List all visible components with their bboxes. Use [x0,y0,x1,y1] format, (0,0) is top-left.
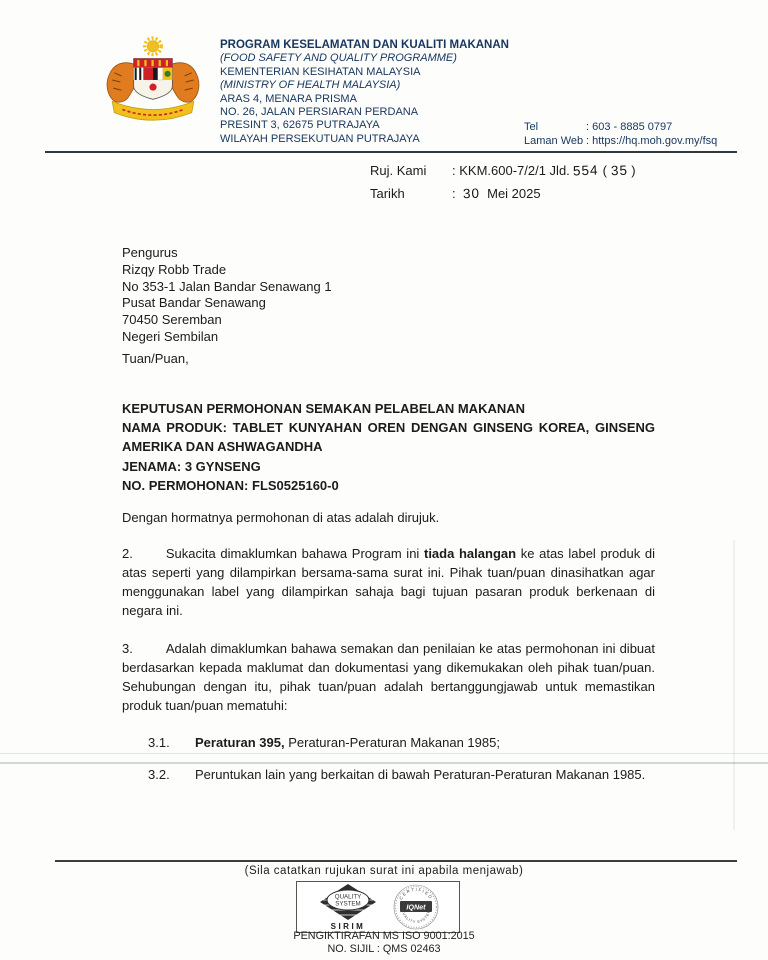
crest-banner [112,101,194,120]
ministry-name: KEMENTERIAN KESIHATAN MALAYSIA [220,65,421,78]
recipient-line: Rizqy Robb Trade [122,261,227,277]
certificate-number: NO. SIJIL : QMS 02463 [327,943,441,955]
reference-volume-handwritten: 554 [573,162,600,179]
footer-note: (Sila catatkan rujukan surat ini apabila menjawab) [244,865,524,877]
address-line: WILAYAH PERSEKUTUAN PUTRAJAYA [220,132,420,145]
ministry-name-english: (MINISTRY OF HEALTH MALAYSIA) [220,79,401,92]
sirim-quality-logo-icon [317,883,379,931]
subject-application-no: NO. PERMOHONAN: FLS0525160-0 [122,477,339,493]
address-line: ARAS 4, MENARA PRISMA [220,92,357,105]
list-item-3-2 [148,765,650,784]
recipient-line: 70450 Seremban [122,312,222,328]
item-3-2-number: 3.2. [148,767,170,782]
paragraph-3-text: Adalah dimaklumkan bahawa semakan dan penilaian ke atas permohonan ini dibuat berdasarkan kepada maklumat dan dokumentasi yang dikemukakan oleh pihak tuan/puan. Sehubungan dengan itu, pihak tuan/puan adalah bertanggungjawab untuk memastikan produk tuan/puan mematuhi: [122,641,655,713]
paragraph-intro: Dengan hormatnya permohonan di atas adalah dirujuk. [122,510,440,525]
paragraph-2-text: Sukacita dimaklumkan bahawa Program ini [165,546,424,561]
scan-artifact-line [0,762,768,764]
paragraph-2 [122,544,655,620]
sirim-quality-text: QUALITY [334,893,362,901]
recipient-line: Pusat Bandar Senawang [122,295,266,311]
paragraph-2-emphasis: tiada halangan [423,546,517,561]
subject-product-name: NAMA PRODUK: TABLET KUNYAHAN OREN DENGAN GINSENG KOREA, GINSENG AMERIKA DAN ASHWAGANDHA [122,420,655,455]
accreditation-text: PENGIKTIRAFAN MS ISO 9001:2015 [293,930,475,942]
reference-block [370,163,636,209]
header-divider [45,151,737,153]
iqnet-name-text: IQNet [406,902,426,912]
letterhead [220,39,509,146]
contact-block [524,121,717,148]
date-day-handwritten: 30 [462,185,481,202]
paragraph-3 [122,639,655,715]
malaysia-coat-of-arms-icon [100,34,206,130]
reference-number [452,163,636,178]
item-3-1-rest: Peraturan-Peraturan Makanan 1985; [284,735,500,750]
list-item-3-1 [148,733,650,752]
sirim-name-text: SIRIM [330,922,366,931]
paragraph-3-number: 3. [122,641,133,656]
item-3-2-text: Peruntukan lain yang berkaitan di bawah Peraturan-Peraturan Makanan 1985. [195,767,646,782]
certification-logo-box [296,881,460,933]
date-value [452,186,541,201]
web-value: : https://hq.moh.gov.my/fsq [586,134,718,147]
item-3-1-text [195,733,650,752]
agency-name: PROGRAM KESELAMATAN DAN KUALITI MAKANAN [220,39,509,51]
agency-name-english: (FOOD SAFETY AND QUALITY PROGRAMME) [220,52,457,65]
reference-typed: : KKM.600-7/2/1 Jld. [452,163,570,178]
tel-value: : 603 - 8885 0797 [586,121,673,133]
footer-divider [55,860,737,862]
item-3-1-emphasis: Peraturan 395, [195,735,285,750]
recipient-line: Pengurus [122,245,178,260]
date-colon: : [452,186,456,201]
iqnet-certified-text: CERTIFIED [398,886,434,901]
address-line: PRESINT 3, 62675 PUTRAJAYA [220,119,380,132]
crest-tiger-left [107,63,136,103]
date-month-year: Mei 2025 [487,186,541,201]
scan-artifact-edge [733,540,735,830]
paren-open: ( [602,163,607,178]
subject-title: KEPUTUSAN PERMOHONAN SEMAKAN PELABELAN MAKANAN [122,401,526,416]
crest-sun [147,41,158,52]
paragraph-2-text: ke atas label produk di atas seperti yang dilampirkan bersama-sama surat ini. Pihak tuan/puan dinasihatkan agar menggunakan label yang dilampirkan sahaja bagi tujuan pasaran produk berkenaan di negara ini. [122,546,655,618]
reference-serial-handwritten: 35 [610,162,628,179]
address-line: NO. 26, JALAN PERSIARAN PERDANA [220,106,419,119]
paragraph-2-number: 2. [122,546,133,561]
crest-tiger-right [170,63,199,103]
crest-shield [134,59,173,100]
iqnet-certification-logo-icon [393,884,439,930]
tel-label: Tel [524,121,539,133]
item-3-1-number: 3.1. [148,735,170,750]
date-label: Tarikh [370,186,405,201]
reference-label: Ruj. Kami [370,163,427,178]
scan-artifact-line [0,753,768,754]
subject-block [122,399,655,495]
recipient-line: No 353-1 Jalan Bandar Senawang 1 [122,278,332,294]
recipient-address [122,245,332,346]
paren-close: ) [631,163,636,178]
sirim-system-text: SYSTEM [335,900,361,908]
subject-brand: JENAMA: 3 GYNSENG [122,458,261,474]
salutation: Tuan/Puan, [122,351,189,366]
iqnet-quality-system-text: QUALITY SYSTEM [400,909,432,925]
recipient-line: Negeri Sembilan [122,328,219,344]
web-label: Laman Web [524,134,584,147]
